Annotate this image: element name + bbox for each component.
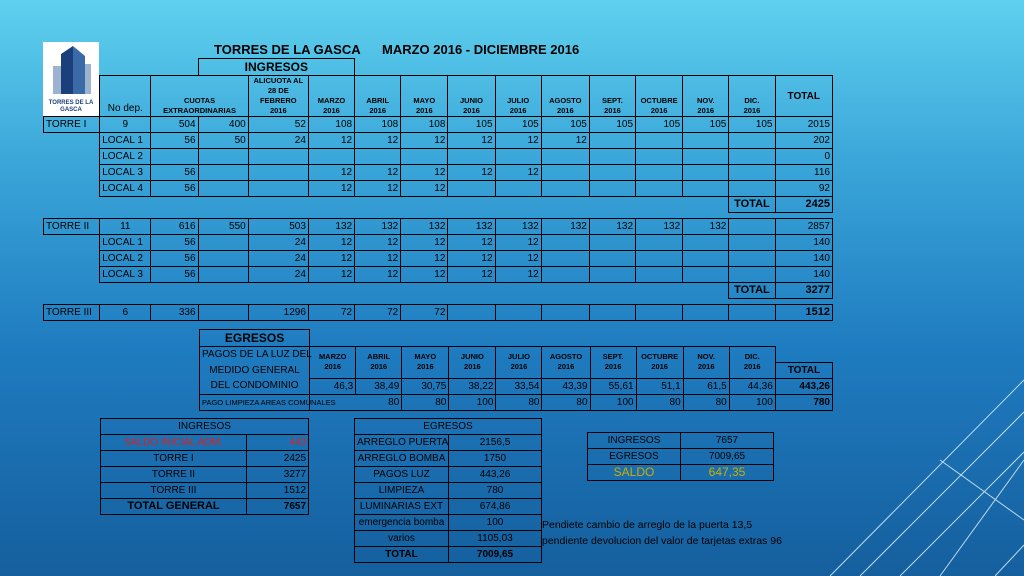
cell: [589, 181, 635, 197]
period-title: MARZO 2016 - DICIEMBRE 2016: [382, 42, 580, 57]
balance-value: 7009,65: [681, 449, 774, 465]
balance-table: [587, 432, 774, 481]
cell: 24: [248, 267, 308, 283]
cell: 52: [248, 117, 308, 133]
saldo-label: SALDO: [588, 465, 681, 481]
ingresos-table: [43, 58, 833, 321]
cell: TORRE I: [44, 117, 100, 133]
luz-cell: 55,61: [590, 378, 636, 394]
egr-month: JULIO 2016: [496, 347, 542, 379]
col-month: MAYO 2016: [401, 76, 448, 117]
col-month: OCTUBRE 2016: [636, 76, 683, 117]
limpieza-label: PAGO LIMPIEZA AREAS COMUNALES: [200, 394, 310, 410]
cell: [683, 181, 729, 197]
cell: [729, 149, 775, 165]
cell: 550: [198, 219, 248, 235]
cell: [401, 149, 448, 165]
summary-egresos-total: 7009,65: [449, 547, 542, 563]
summary-egresos-title: EGRESOS: [355, 419, 542, 435]
cell: TORRE III: [44, 305, 100, 321]
summary-ingresos-table: [100, 418, 309, 515]
limpieza-cell: 80: [636, 394, 683, 410]
col-alicuota: ALICUOTA AL 28 DE FEBRERO 2016: [248, 76, 308, 117]
egr-month: DIC. 2016: [729, 347, 775, 379]
cell: 72: [355, 305, 401, 321]
limpieza-cell: 80: [496, 394, 542, 410]
cell: [636, 181, 683, 197]
summary-egresos-table: [354, 418, 542, 563]
cell: [44, 165, 100, 181]
cell: LOCAL 1: [100, 133, 151, 149]
cell: [495, 149, 541, 165]
egresos-desc: MEDIDO GENERAL: [200, 362, 310, 378]
balance-label: EGRESOS: [588, 449, 681, 465]
cell: [636, 267, 683, 283]
cell: 132: [541, 219, 589, 235]
total-general-value: 7657: [247, 499, 309, 515]
summary-row-label: TORRE I: [101, 451, 247, 467]
cell: 24: [248, 251, 308, 267]
cell: 12: [495, 133, 541, 149]
cell: [44, 181, 100, 197]
cell: LOCAL 2: [100, 251, 151, 267]
cell: 116: [775, 165, 833, 181]
torre2-total-label: TOTAL: [729, 283, 775, 299]
col-month: MARZO 2016: [308, 76, 354, 117]
cell: 105: [636, 117, 683, 133]
cell: [729, 165, 775, 181]
cell: 12: [355, 133, 401, 149]
cell: 132: [636, 219, 683, 235]
col-month: NOV. 2016: [683, 76, 729, 117]
balance-value: 7657: [681, 433, 774, 449]
cell: [198, 251, 248, 267]
cell: 92: [775, 181, 833, 197]
egr-month: AGOSTO 2016: [542, 347, 590, 379]
cell: [448, 305, 495, 321]
saldo-inicial-value: 443: [247, 435, 309, 451]
cell: 56: [151, 251, 198, 267]
cell: [151, 149, 198, 165]
cell: [541, 149, 589, 165]
cell: 132: [683, 219, 729, 235]
cell: [636, 149, 683, 165]
cell: ARREGLO PUERTA: [355, 435, 449, 451]
summary-egresos-row: [355, 483, 542, 499]
cell: [636, 235, 683, 251]
cell: [683, 149, 729, 165]
cell: varios: [355, 531, 449, 547]
cell: [589, 267, 635, 283]
cell: 674,86: [449, 499, 542, 515]
cell: 72: [308, 305, 354, 321]
logo-text: TORRES DE LA GASCA: [48, 100, 94, 113]
cell: [495, 305, 541, 321]
torre3-rows: [44, 305, 833, 321]
torre1-total: 2425: [775, 197, 833, 213]
cell: LOCAL 1: [100, 235, 151, 251]
cell: 72: [401, 305, 448, 321]
egr-month: MAYO 2016: [402, 347, 449, 379]
cell: [589, 235, 635, 251]
torre1-row: [44, 133, 833, 149]
cell: 105: [541, 117, 589, 133]
cell: 105: [495, 117, 541, 133]
cell: [198, 305, 248, 321]
ingresos-header: INGRESOS: [198, 59, 355, 76]
limpieza-cell: 80: [542, 394, 590, 410]
cell: ARREGLO BOMBA: [355, 451, 449, 467]
summary-egresos-row: [355, 467, 542, 483]
egr-month: NOV. 2016: [683, 347, 729, 379]
col-month: SEPT. 2016: [589, 76, 635, 117]
cell: [541, 181, 589, 197]
cell: [198, 235, 248, 251]
cell: [44, 149, 100, 165]
cell: 1296: [248, 305, 308, 321]
saldo-inicial-label: SALDO INICIAL ADM.: [101, 435, 247, 451]
torre2-row: [44, 251, 833, 267]
limpieza-cell: 80: [683, 394, 729, 410]
col-month: JULIO 2016: [495, 76, 541, 117]
egr-month: SEPT. 2016: [590, 347, 636, 379]
torre2-rows: [44, 219, 833, 283]
cell: 9: [100, 117, 151, 133]
cell: 132: [589, 219, 635, 235]
cell: 105: [729, 117, 775, 133]
cell: 2015: [775, 117, 833, 133]
cell: 132: [448, 219, 495, 235]
cell: 202: [775, 133, 833, 149]
limpieza-cell: 80: [310, 394, 402, 410]
cell: 12: [308, 165, 354, 181]
cell: [355, 149, 401, 165]
cell: 12: [495, 235, 541, 251]
cell: [589, 149, 635, 165]
cell: 56: [151, 181, 198, 197]
egresos-header: EGRESOS: [200, 330, 310, 347]
luz-cell: 51,1: [636, 378, 683, 394]
cell: 12: [448, 235, 495, 251]
cell: 140: [775, 235, 833, 251]
col-no-dep: No dep.: [100, 76, 151, 117]
cell: 56: [151, 165, 198, 181]
luz-cell: 443,26: [775, 378, 832, 394]
summary-egresos-total-label: TOTAL: [355, 547, 449, 563]
cell: [198, 181, 248, 197]
limpieza-cell: 100: [729, 394, 775, 410]
col-month: JUNIO 2016: [448, 76, 495, 117]
cell: [248, 165, 308, 181]
cell: 12: [401, 267, 448, 283]
limpieza-row: [200, 394, 833, 410]
luz-cell: 38,22: [449, 378, 496, 394]
cell: 105: [448, 117, 495, 133]
cell: [44, 267, 100, 283]
egr-month: JUNIO 2016: [449, 347, 496, 379]
cell: 132: [355, 219, 401, 235]
cell: [541, 235, 589, 251]
egr-month: MARZO 2016: [310, 347, 356, 379]
cell: [44, 235, 100, 251]
cell: 12: [355, 235, 401, 251]
cell: 12: [495, 267, 541, 283]
cell: [683, 267, 729, 283]
cell: 12: [401, 181, 448, 197]
cell: [636, 165, 683, 181]
luz-cell: 61,5: [683, 378, 729, 394]
torre1-row: [44, 117, 833, 133]
cell: 12: [448, 251, 495, 267]
luz-cell: 46,3: [310, 378, 356, 394]
cell: [44, 133, 100, 149]
cell: [729, 305, 775, 321]
cell: [541, 251, 589, 267]
note-tarjetas: pendiente devolucion del valor de tarjetas extras 96: [542, 535, 782, 547]
cell: [198, 267, 248, 283]
cell: 12: [308, 251, 354, 267]
cell: 56: [151, 267, 198, 283]
cell: PAGOS LUZ: [355, 467, 449, 483]
cell: 100: [449, 515, 542, 531]
summary-row-label: TORRE III: [101, 483, 247, 499]
cell: 12: [355, 267, 401, 283]
cell: [729, 133, 775, 149]
cell: 503: [248, 219, 308, 235]
cell: [448, 181, 495, 197]
cell: [44, 251, 100, 267]
cell: [541, 267, 589, 283]
col-month: DIC. 2016: [729, 76, 775, 117]
col-month: ABRIL 2016: [355, 76, 401, 117]
total-general-label: TOTAL GENERAL: [101, 499, 247, 515]
cell: 12: [308, 181, 354, 197]
egr-total-label: TOTAL: [775, 362, 832, 378]
cell: 616: [151, 219, 198, 235]
cell: 12: [355, 165, 401, 181]
limpieza-cell: 780: [775, 394, 832, 410]
cell: [729, 251, 775, 267]
torre2-row: [44, 219, 833, 235]
cell: LUMINARIAS EXT: [355, 499, 449, 515]
cell: 12: [495, 251, 541, 267]
saldo-value: 647,35: [681, 465, 774, 481]
cell: [589, 251, 635, 267]
cell: 12: [448, 133, 495, 149]
cell: [589, 305, 635, 321]
luz-cell: 38,49: [356, 378, 402, 394]
cell: LOCAL 3: [100, 165, 151, 181]
cell: [248, 181, 308, 197]
cell: [541, 165, 589, 181]
summary-egresos-row: [355, 435, 542, 451]
luz-cell: 33,54: [496, 378, 542, 394]
torre1-rows: [44, 117, 833, 197]
egresos-table: [199, 329, 833, 411]
cell: 24: [248, 133, 308, 149]
cell: [729, 235, 775, 251]
cell: 12: [308, 267, 354, 283]
summary-ingresos-title: INGRESOS: [101, 419, 309, 435]
cell: emergencia bomba: [355, 515, 449, 531]
cell: [248, 149, 308, 165]
luz-row: [200, 378, 833, 394]
cell: LOCAL 3: [100, 267, 151, 283]
cell: [683, 165, 729, 181]
cell: [541, 305, 589, 321]
cell: [683, 251, 729, 267]
cell: 12: [448, 267, 495, 283]
cell: 1750: [449, 451, 542, 467]
limpieza-cell: 100: [590, 394, 636, 410]
cell: [729, 267, 775, 283]
cell: [636, 133, 683, 149]
cell: [589, 165, 635, 181]
cell: [495, 181, 541, 197]
cell: 56: [151, 133, 198, 149]
summary-egresos-row: [355, 515, 542, 531]
col-cuotas: CUOTAS EXTRAORDINARIAS: [151, 76, 248, 117]
cell: 12: [308, 235, 354, 251]
cell: 132: [308, 219, 354, 235]
cell: 140: [775, 251, 833, 267]
cell: 108: [401, 117, 448, 133]
cell: [683, 133, 729, 149]
cell: [729, 219, 775, 235]
cell: [683, 305, 729, 321]
torre2-row: [44, 235, 833, 251]
cell: LIMPIEZA: [355, 483, 449, 499]
cell: 140: [775, 267, 833, 283]
cell: 132: [401, 219, 448, 235]
cell: 1512: [775, 305, 833, 321]
cell: 12: [401, 251, 448, 267]
cell: 2156,5: [449, 435, 542, 451]
cell: [636, 251, 683, 267]
cell: 56: [151, 235, 198, 251]
balance-label: INGRESOS: [588, 433, 681, 449]
cell: 12: [401, 133, 448, 149]
cell: 443,26: [449, 467, 542, 483]
cell: TORRE II: [44, 219, 100, 235]
cell: 11: [100, 219, 151, 235]
cell: 336: [151, 305, 198, 321]
summary-egresos-row: [355, 531, 542, 547]
cell: [729, 181, 775, 197]
cell: 2857: [775, 219, 833, 235]
cell: 1105,03: [449, 531, 542, 547]
cell: [636, 305, 683, 321]
egresos-desc: DEL CONDOMINIO: [200, 378, 310, 394]
torre1-row: [44, 149, 833, 165]
cell: 0: [775, 149, 833, 165]
limpieza-cell: 100: [449, 394, 496, 410]
cell: [308, 149, 354, 165]
cell: LOCAL 4: [100, 181, 151, 197]
luz-cell: 43,39: [542, 378, 590, 394]
summary-egresos-row: [355, 499, 542, 515]
cell: 12: [401, 165, 448, 181]
torre1-row: [44, 181, 833, 197]
cell: 24: [248, 235, 308, 251]
torre2-total: 3277: [775, 283, 833, 299]
cell: [198, 149, 248, 165]
luz-cell: 30,75: [402, 378, 449, 394]
cell: 780: [449, 483, 542, 499]
cell: 132: [495, 219, 541, 235]
egresos-desc: PAGOS DE LA LUZ DEL: [200, 347, 310, 363]
cell: 105: [589, 117, 635, 133]
cell: 108: [308, 117, 354, 133]
cell: 50: [198, 133, 248, 149]
egr-month: OCTUBRE 2016: [636, 347, 683, 379]
page-title: TORRES DE LA GASCA: [214, 42, 361, 57]
egr-month: ABRIL 2016: [356, 347, 402, 379]
cell: [198, 165, 248, 181]
col-total: TOTAL: [775, 76, 833, 117]
col-month: AGOSTO 2016: [541, 76, 589, 117]
torre2-row: [44, 267, 833, 283]
cell: 400: [198, 117, 248, 133]
summary-row-value: 1512: [247, 483, 309, 499]
torre1-row: [44, 165, 833, 181]
cell: 6: [100, 305, 151, 321]
cell: 12: [308, 133, 354, 149]
cell: 12: [541, 133, 589, 149]
cell: 108: [355, 117, 401, 133]
cell: 12: [495, 165, 541, 181]
torre1-total-label: TOTAL: [729, 197, 775, 213]
cell: 12: [355, 251, 401, 267]
cell: LOCAL 2: [100, 149, 151, 165]
luz-cell: 44,36: [729, 378, 775, 394]
torre3-row: [44, 305, 833, 321]
cell: [448, 149, 495, 165]
cell: 12: [355, 181, 401, 197]
cell: 105: [683, 117, 729, 133]
cell: [589, 133, 635, 149]
note-puerta: Pendiete cambio de arreglo de la puerta 13,5: [542, 519, 753, 531]
summary-row-value: 3277: [247, 467, 309, 483]
summary-row-value: 2425: [247, 451, 309, 467]
cell: [683, 235, 729, 251]
limpieza-cell: 80: [402, 394, 449, 410]
summary-egresos-row: [355, 451, 542, 467]
cell: 504: [151, 117, 198, 133]
summary-row-label: TORRE II: [101, 467, 247, 483]
cell: 12: [448, 165, 495, 181]
cell: 12: [401, 235, 448, 251]
